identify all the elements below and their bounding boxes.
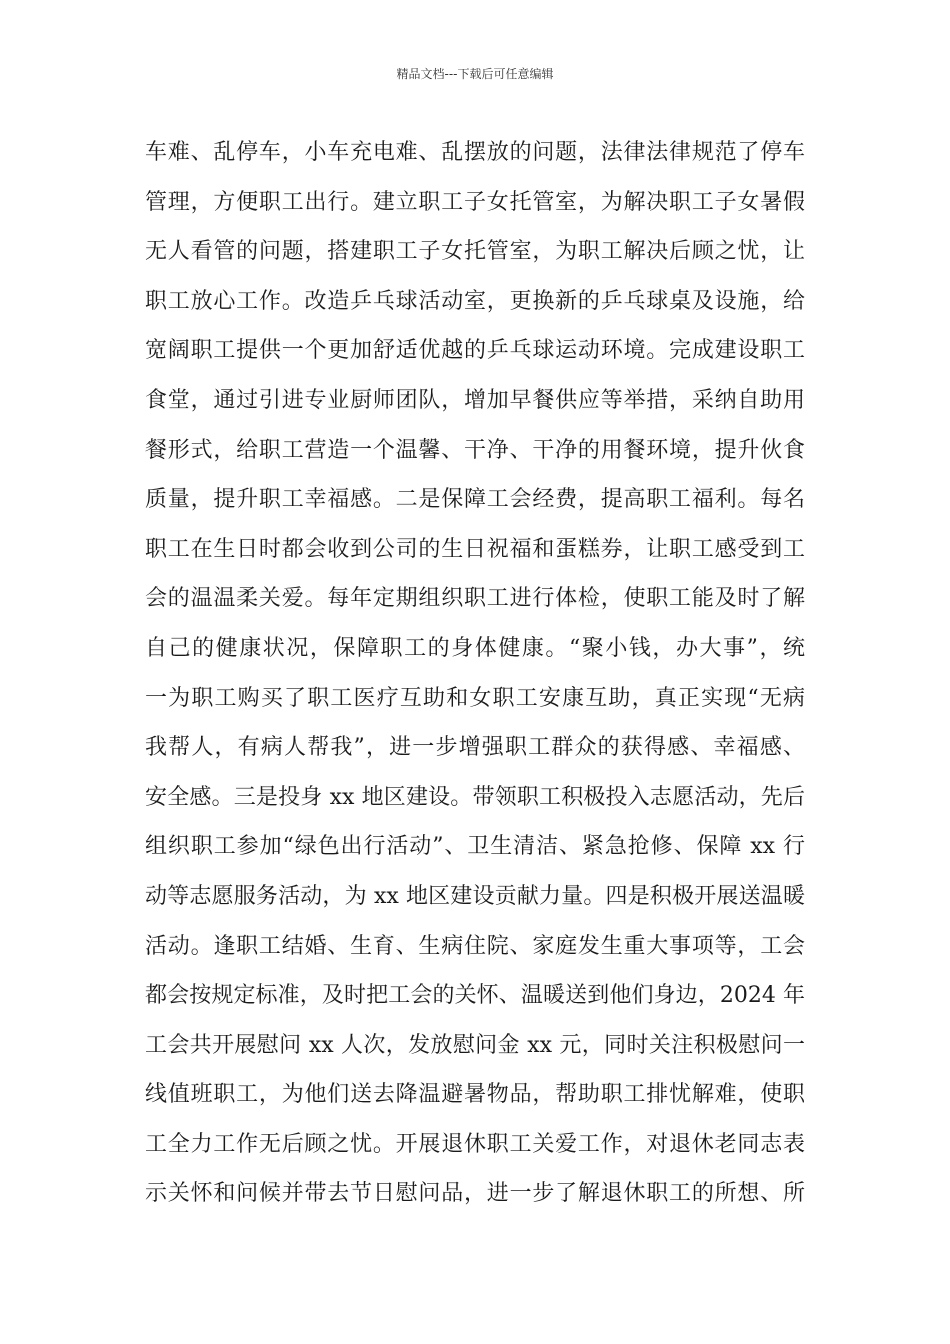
text-line: 质量，提升职工幸福感。二是保障工会经费，提高职工福利。每名 [145, 487, 805, 513]
text-line: 职工在生日时都会收到公司的生日祝福和蛋糕券，让职工感受到工 [145, 536, 805, 562]
text-line: 职工放心工作。改造乒乓球活动室，更换新的乒乓球桌及设施，给 [145, 288, 805, 314]
text-line: 工会共开展慰问 xx 人次，发放慰问金 xx 元，同时关注积极慰问一 [145, 1032, 805, 1058]
text-line: 食堂，通过引进专业厨师团队，增加早餐供应等举措，采纳自助用 [145, 387, 805, 413]
text-line: 会的温温柔关爱。每年定期组织职工进行体检，使职工能及时了解 [145, 586, 805, 612]
text-line: 都会按规定标准，及时把工会的关怀、温暖送到他们身边，2024 年 [145, 983, 805, 1009]
body-text [145, 128, 805, 1219]
text-line: 组织职工参加“绿色出行活动”、卫生清洁、紧急抢修、保障 xx 行 [145, 834, 805, 860]
text-line: 动等志愿服务活动，为 xx 地区建设贡献力量。四是积极开展送温暖 [145, 883, 805, 909]
text-line: 餐形式，给职工营造一个温馨、干净、干净的用餐环境，提升伙食 [145, 437, 805, 463]
text-line: 无人看管的问题，搭建职工子女托管室，为职工解决后顾之忧，让 [145, 239, 805, 265]
page-header: 精品文档---下载后可任意编辑 [396, 67, 554, 81]
text-line: 宽阔职工提供一个更加舒适优越的乒乓球运动环境。完成建设职工 [145, 338, 805, 364]
text-line: 一为职工购买了职工医疗互助和女职工安康互助，真正实现“无病 [145, 685, 805, 711]
text-line: 我帮人，有病人帮我”，进一步增强职工群众的获得感、幸福感、 [145, 735, 805, 761]
text-line: 管理，方便职工出行。建立职工子女托管室，为解决职工子女暑假 [145, 189, 805, 215]
text-line: 车难、乱停车，小车充电难、乱摆放的问题，法律法律规范了停车 [145, 140, 805, 165]
text-line: 线值班职工，为他们送去降温避暑物品，帮助职工排忧解难，使职 [145, 1082, 805, 1108]
text-line: 示关怀和问候并带去节日慰问品，进一步了解退休职工的所想、所 [145, 1181, 805, 1207]
text-line: 安全感。三是投身 xx 地区建设。带领职工积极投入志愿活动，先后 [145, 784, 805, 810]
text-line: 工全力工作无后顾之忧。开展退休职工关爱工作，对退休老同志表 [145, 1131, 805, 1157]
text-line: 活动。逢职工结婚、生育、生病住院、家庭发生重大事项等，工会 [145, 933, 805, 959]
text-line: 自己的健康状况，保障职工的身体健康。“聚小钱，办大事”，统 [145, 635, 805, 661]
